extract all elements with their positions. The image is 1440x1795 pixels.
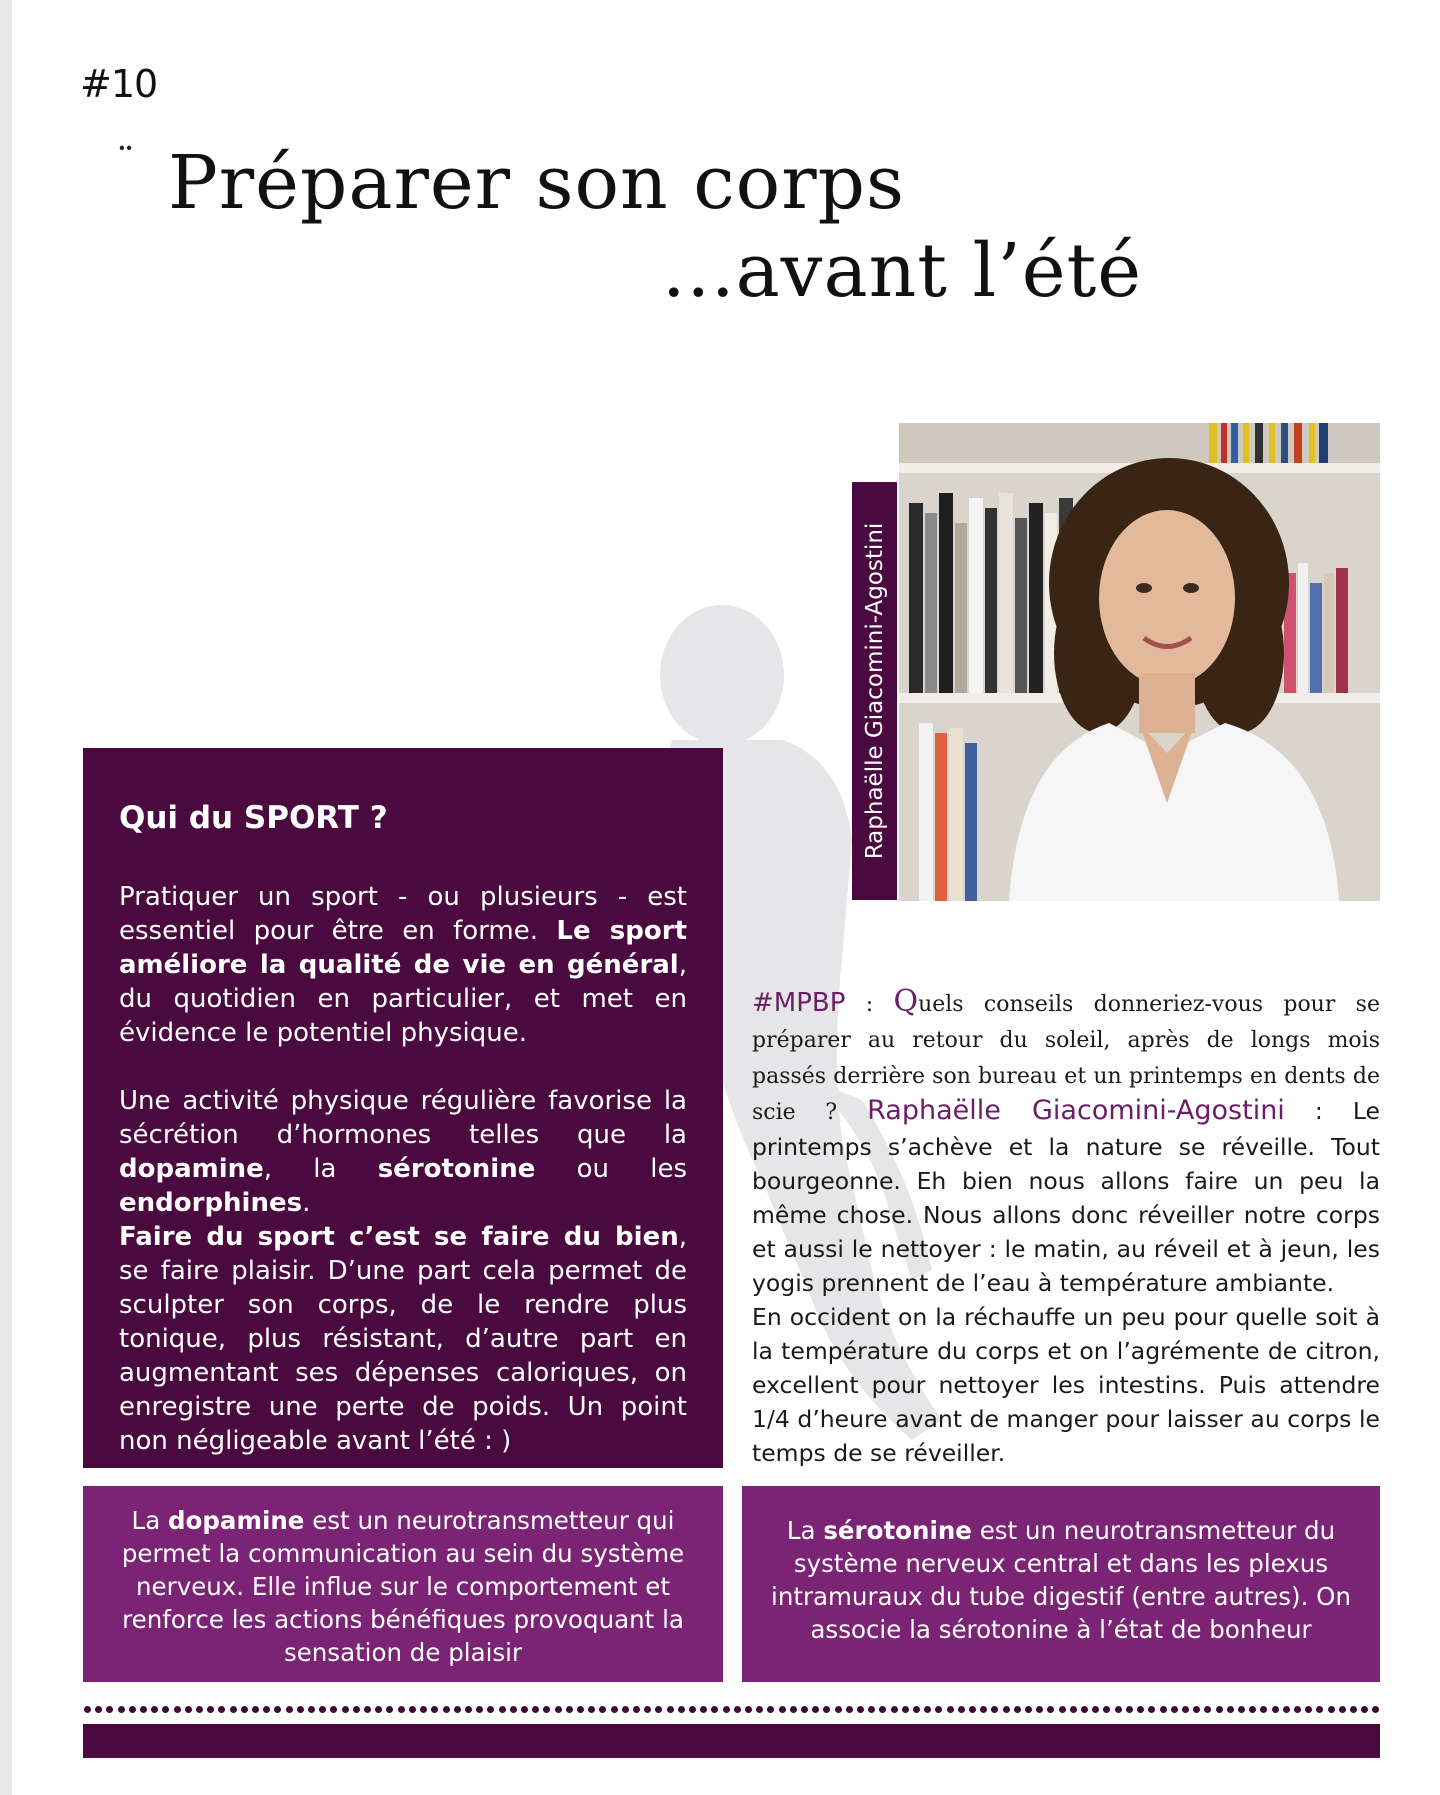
divider-dot [723,1706,730,1713]
divider-dot [823,1706,830,1713]
divider-dot [1272,1706,1279,1713]
sport-paragraph-1 [119,880,687,1050]
divider-dot [835,1706,842,1713]
divider-dot [1216,1706,1223,1713]
divider-dot [655,1706,662,1713]
divider-dot [1103,1706,1110,1713]
divider-dot [667,1706,674,1713]
text-run: La [131,1506,168,1535]
divider-dot [510,1706,517,1713]
divider-dot [443,1706,450,1713]
divider-dot [185,1706,192,1713]
text-run: est un neurotransmetteur du système nerveux central et dans les plexus intramuraux du tube digestif (entre autres). On associe la sérotonine à l’état de bonheur [771,1516,1351,1644]
divider-dot [1126,1706,1133,1713]
text-run-bold: Faire du sport c’est se faire du bien [119,1222,679,1252]
divider-dot [611,1706,618,1713]
interview-speaker: Raphaëlle Giacomini-Agostini [867,1095,1285,1126]
text-run: La [786,1516,824,1545]
divider-dot [1171,1706,1178,1713]
divider-dot [1361,1706,1368,1713]
page-title-line1: Préparer son corps [168,140,905,226]
divider-dot [375,1706,382,1713]
divider-dot [1081,1706,1088,1713]
divider-dot [196,1706,203,1713]
dopamine-definition-box [83,1486,723,1682]
divider-dot [991,1706,998,1713]
divider-dot [241,1706,248,1713]
divider-dot [1328,1706,1335,1713]
speaker-photo [899,423,1380,901]
divider-dot [1148,1706,1155,1713]
divider-dot [106,1706,113,1713]
divider-dot [1070,1706,1077,1713]
divider-dot [521,1706,528,1713]
divider-dot [1036,1706,1043,1713]
serotonin-definition-box [742,1486,1380,1682]
text-run-bold: sérotonine [377,1154,536,1184]
divider-dot [745,1706,752,1713]
divider-dot [1137,1706,1144,1713]
divider-dot [566,1706,573,1713]
divider-dot [151,1706,158,1713]
divider-dot [330,1706,337,1713]
divider-dot [342,1706,349,1713]
divider-dot [252,1706,259,1713]
footer-bar [83,1724,1380,1758]
divider-dot [678,1706,685,1713]
divider-dot [947,1706,954,1713]
issue-number: #10 [80,62,158,106]
divider-dot [1003,1706,1010,1713]
divider-dot [1316,1706,1323,1713]
divider-dot [1014,1706,1021,1713]
divider-dot [319,1706,326,1713]
divider-dot [207,1706,214,1713]
divider-dot [1092,1706,1099,1713]
divider-dot [409,1706,416,1713]
divider-dot [891,1706,898,1713]
divider-dot [1115,1706,1122,1713]
divider-dot [689,1706,696,1713]
speaker-separator: : [1284,1097,1353,1125]
divider-dot [868,1706,875,1713]
sport-box-heading: Qui du SPORT ? [119,800,388,836]
divider-dot [162,1706,169,1713]
divider-dot [767,1706,774,1713]
tag-separator: : [845,992,894,1017]
divider-dot [1182,1706,1189,1713]
text-run-bold: dopamine [119,1154,264,1184]
divider-dot [790,1706,797,1713]
divider-dot [1249,1706,1256,1713]
divider-dot [230,1706,237,1713]
text-run-bold: endorphines [119,1188,303,1218]
title-quote-mark: ¨ [116,140,135,184]
divider-dot [118,1706,125,1713]
divider-dot [700,1706,707,1713]
divider-dot [622,1706,629,1713]
divider-dot [1339,1706,1346,1713]
photo-caption-band [852,482,897,900]
divider-dot [969,1706,976,1713]
divider-dot [1294,1706,1301,1713]
divider-dot [980,1706,987,1713]
divider-dot [913,1706,920,1713]
divider-dot [1372,1706,1379,1713]
divider-dot [218,1706,225,1713]
divider-dot [499,1706,506,1713]
divider-dot [286,1706,293,1713]
divider-dot [812,1706,819,1713]
divider-dot [633,1706,640,1713]
divider-dot [420,1706,427,1713]
divider-dot [465,1706,472,1713]
text-run-bold: sérotonine [823,1516,972,1545]
divider-dot [431,1706,438,1713]
divider-dot [599,1706,606,1713]
divider-dot [958,1706,965,1713]
divider-dot [711,1706,718,1713]
text-run: , la [263,1154,378,1184]
divider-dot [879,1706,886,1713]
divider-dot [487,1706,494,1713]
divider-dot [1305,1706,1312,1713]
text-run: , se faire plaisir. D’une part cela permet de sculpter son corps, de le rendre plus tonique, plus résistant, d’autre part en augmentant ses dépenses caloriques, on enregistre une perte de poids. Un point non négligeable avant l’été : ) [119,1222,687,1456]
divider-dot [386,1706,393,1713]
text-run-bold: dopamine [168,1506,305,1535]
divider-dot [274,1706,281,1713]
question-initial: Q [893,984,919,1019]
divider-dot [1059,1706,1066,1713]
divider-dot [174,1706,181,1713]
divider-dot [555,1706,562,1713]
interview-text [752,985,1380,1470]
divider-dot [454,1706,461,1713]
sport-paragraph-3 [119,1220,687,1458]
text-run: ou les [535,1154,688,1184]
photo-caption: Raphaëlle Giacomini-Agostini [861,522,888,860]
divider-dot [935,1706,942,1713]
interview-answer-2: En occident on la réchauffe un peu pour quelle soit à la température du corps et on l’agrémente de citron, excellent pour nettoyer les intestins. Puis attendre 1/4 d’heure avant de manger pour laisser au corps le temps de se réveiller. [752,1303,1380,1467]
divider-dot [588,1706,595,1713]
divider-dot [801,1706,808,1713]
divider-dot [398,1706,405,1713]
divider-dot [1227,1706,1234,1713]
divider-dot [95,1706,102,1713]
divider-dot [543,1706,550,1713]
divider-dot [846,1706,853,1713]
divider-dot [644,1706,651,1713]
divider-dot [924,1706,931,1713]
divider-dot [1204,1706,1211,1713]
divider-dot [1260,1706,1267,1713]
sport-box [83,748,723,1468]
divider-dot [1047,1706,1054,1713]
divider-dot [308,1706,315,1713]
text-run: Une activité physique régulière favorise la sécrétion d’hormones telles que la [119,1086,687,1150]
interview-question: uels conseils donneriez-vous pour se préparer au retour du soleil, après de longs mois passés derrière son bureau et un printemps en dents de scie ? [752,992,1380,1125]
divider-dot [1238,1706,1245,1713]
divider-dot [1193,1706,1200,1713]
divider-dot [297,1706,304,1713]
text-run: Pratiquer un sport - ou plusieurs - est essentiel pour être en forme. [119,882,687,946]
divider-dot [1160,1706,1167,1713]
text-run: est un neurotransmetteur qui permet la communication au sein du système nerveux. Elle influe sur le comportement et renforce les actions bénéfiques provoquant la sensation de plaisir [121,1506,685,1667]
divider-dot [779,1706,786,1713]
divider-dot [476,1706,483,1713]
divider-dot [364,1706,371,1713]
divider-dot [1350,1706,1357,1713]
divider-dot [84,1706,91,1713]
magazine-page [12,0,1440,1795]
divider-dot [1283,1706,1290,1713]
divider-dot [140,1706,147,1713]
divider-dot [1025,1706,1032,1713]
interview-tag: #MPBP [752,988,846,1018]
divider-dot [756,1706,763,1713]
sport-paragraph-2 [119,1084,687,1220]
text-run: , du quotidien en particulier, et met en évidence le potentiel physique. [119,950,687,1048]
interview-answer-1: Le printemps s’achève et la nature se réveille. Tout bourgeonne. Eh bien nous allons faire un peu la même chose. Nous allons donc réveiller notre corps et aussi le nettoyer : le matin, au réveil et à jeun, les yogis prennent de l’eau à température ambiante. [752,1097,1380,1297]
speaker-portrait-icon [899,423,1380,901]
dotted-divider [84,1706,1380,1714]
text-run: . [302,1188,311,1218]
text-run-bold: Le sport améliore la qualité de vie en général [119,916,688,980]
divider-dot [734,1706,741,1713]
divider-dot [129,1706,136,1713]
divider-dot [353,1706,360,1713]
divider-dot [857,1706,864,1713]
divider-dot [577,1706,584,1713]
divider-dot [902,1706,909,1713]
page-title-line2: ...avant l’été [662,228,1143,314]
divider-dot [263,1706,270,1713]
divider-dot [532,1706,539,1713]
